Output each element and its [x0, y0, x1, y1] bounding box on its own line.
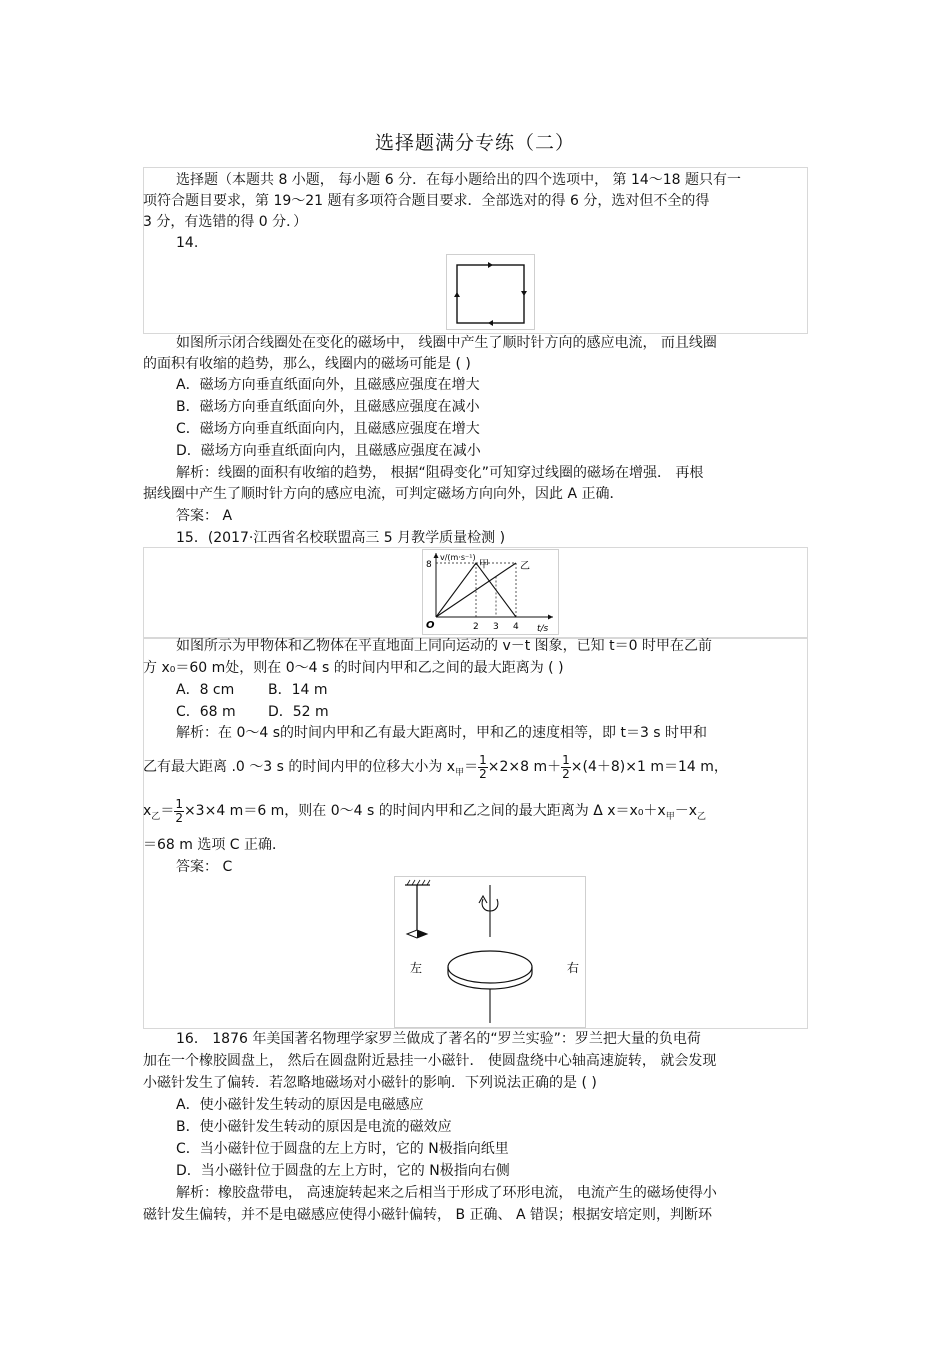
q15-stem-1: 如图所示为甲物体和乙物体在平直地面上同向运动的 v－t 图象，已知 t＝0 时甲在乙前: [176, 638, 712, 654]
coil-diagram: [447, 255, 534, 329]
intro-line-1: 选择题（本题共 8 小题， 每小题 6 分．在每小题给出的四个选项中， 第 14～18 题只有一: [176, 172, 742, 188]
origin-label: O: [426, 620, 435, 631]
q15-analysis-4: ＝68 m 选项 C 正确．: [143, 837, 287, 853]
rubber-disk: [448, 951, 532, 983]
q15-analysis-2: [143, 745, 728, 795]
vt-graph: [423, 550, 558, 634]
denominator: 2: [562, 766, 570, 781]
series-label-yi: 乙: [520, 561, 530, 573]
q14-answer: 答案： A: [176, 508, 233, 524]
fraction: [478, 754, 488, 781]
intro-line-2: 项符合题目要求，第 19～21 题有多项符合题目要求．全部选对的得 6 分，选对但不全的得: [143, 193, 710, 209]
label-right: 右: [567, 961, 580, 975]
q15-answer: 答案： C: [176, 859, 233, 875]
q15-analysis-1: 解析：在 0～4 s的时间内甲和乙有最大距离时，甲和乙的速度相等，即 t＝3 s 时甲和: [176, 725, 708, 741]
analysis-text: ＝: [464, 759, 479, 775]
fraction: [174, 798, 184, 825]
numerator: 1: [562, 752, 570, 767]
q14-coil-figure: [446, 254, 535, 330]
q16-option-a: A．使小磁针发生转动的原因是电磁感应: [176, 1097, 424, 1113]
q14-option-b: B．磁场方向垂直纸面向外，且磁感应强度在减小: [176, 399, 480, 415]
analysis-text: ×(4＋8)×1 m＝14 m，: [570, 759, 728, 775]
x-tick-label: 4: [513, 622, 519, 632]
q16-analysis-1: 解析：橡胶盘带电， 高速旋转起来之后相当于形成了环形电流， 电流产生的磁场使得小: [176, 1185, 717, 1201]
label-left: 左: [410, 961, 423, 975]
q15-analysis-3: [143, 789, 706, 839]
fraction: [561, 754, 571, 781]
denominator: 2: [175, 810, 183, 825]
q14-option-a: A．磁场方向垂直纸面向外，且磁感应强度在增大: [176, 377, 480, 393]
subscript: 乙: [697, 811, 707, 822]
q15-option-a: A．8 cm: [176, 682, 235, 698]
numerator: 1: [479, 752, 487, 767]
q16-option-d: D．当小磁针位于圆盘的左上方时，它的 N极指向右侧: [176, 1163, 510, 1179]
q15-stem-2: 方 x₀＝60 m处，则在 0～4 s 的时间内甲和乙之间的最大距离为 ( ): [143, 660, 564, 676]
q15-option-c: C．68 m: [176, 704, 236, 720]
q15-option-d: D．52 m: [268, 704, 329, 720]
q16-line-3: 小磁针发生了偏转．若忽略地磁场对小磁针的影响．下列说法正确的是 ( ): [143, 1075, 597, 1091]
x-axis-arrow: [548, 615, 553, 620]
q16-option-b: B．使小磁针发生转动的原因是电流的磁效应: [176, 1119, 452, 1135]
y-axis-arrow: [434, 553, 439, 558]
q16-option-c: C．当小磁针位于圆盘的左上方时，它的 N极指向纸里: [176, 1141, 509, 1157]
y-tick-label: 8: [426, 560, 432, 570]
subscript: 甲: [455, 767, 465, 778]
analysis-text: ＝: [160, 803, 175, 819]
analysis-text: x: [143, 803, 152, 819]
q14-option-d: D．磁场方向垂直纸面向内，且磁感应强度在减小: [176, 443, 481, 459]
denominator: 2: [479, 766, 487, 781]
q16-disk-figure: [394, 876, 586, 1028]
analysis-text: ×2×8 m＋: [487, 759, 562, 775]
x-tick-label: 2: [473, 622, 479, 632]
q14-stem-2: 的面积有收缩的趋势，那么，线圈内的磁场可能是 ( ): [143, 356, 471, 372]
analysis-text: 乙有最大距离 .0 ～3 s 的时间内甲的位移大小为 x: [143, 759, 456, 775]
x-tick-label: 3: [493, 622, 499, 632]
analysis-text: －x: [674, 803, 698, 819]
q15-header: 15．(2017·江西省名校联盟高三 5 月教学质量检测 ): [176, 530, 506, 546]
q15-option-b: B．14 m: [268, 682, 328, 698]
q16-analysis-2: 磁针发生偏转，并不是电磁感应使得小磁针偏转， B 正确、 A 错误；根据安培定则，判断环: [143, 1207, 712, 1223]
q16-line-1: 16． 1876 年美国著名物理学家罗兰做成了著名的“罗兰实验”：罗兰把大量的负电荷: [176, 1031, 701, 1047]
x-axis-label: t/s: [537, 624, 549, 634]
q14-stem-1: 如图所示闭合线圈处在变化的磁场中， 线圈中产生了顺时针方向的感应电流， 而且线圈: [176, 335, 717, 351]
q14-option-c: C．磁场方向垂直纸面向内，且磁感应强度在增大: [176, 421, 480, 437]
subscript: 甲: [665, 811, 675, 822]
q15-vt-chart: [422, 549, 559, 635]
rowland-diagram: [395, 877, 585, 1027]
analysis-text: ×3×4 m＝6 m，则在 0～4 s 的时间内甲和乙之间的最大距离为 Δ x＝x₀＋x: [183, 803, 666, 819]
q16-line-2: 加在一个橡胶圆盘上， 然后在圆盘附近悬挂一小磁针． 使圆盘绕中心轴高速旋转， 就会发现: [143, 1053, 717, 1069]
y-axis-label: v/(m·s⁻¹): [440, 553, 476, 562]
intro-line-3: 3 分，有选错的得 0 分．）: [143, 214, 308, 230]
page-title: 选择题满分专练（二）: [374, 132, 575, 154]
q14-number: 14.: [176, 235, 199, 251]
q14-analysis-1: 解析：线圈的面积有收缩的趋势， 根据“阻碍变化”可知穿过线圈的磁场在增强． 再根: [176, 465, 704, 481]
numerator: 1: [175, 796, 183, 811]
subscript: 乙: [151, 811, 161, 822]
series-label-jia: 甲: [479, 559, 489, 571]
q14-analysis-2: 据线圈中产生了顺时针方向的感应电流，可判定磁场方向向外，因此 A 正确．: [143, 486, 624, 502]
